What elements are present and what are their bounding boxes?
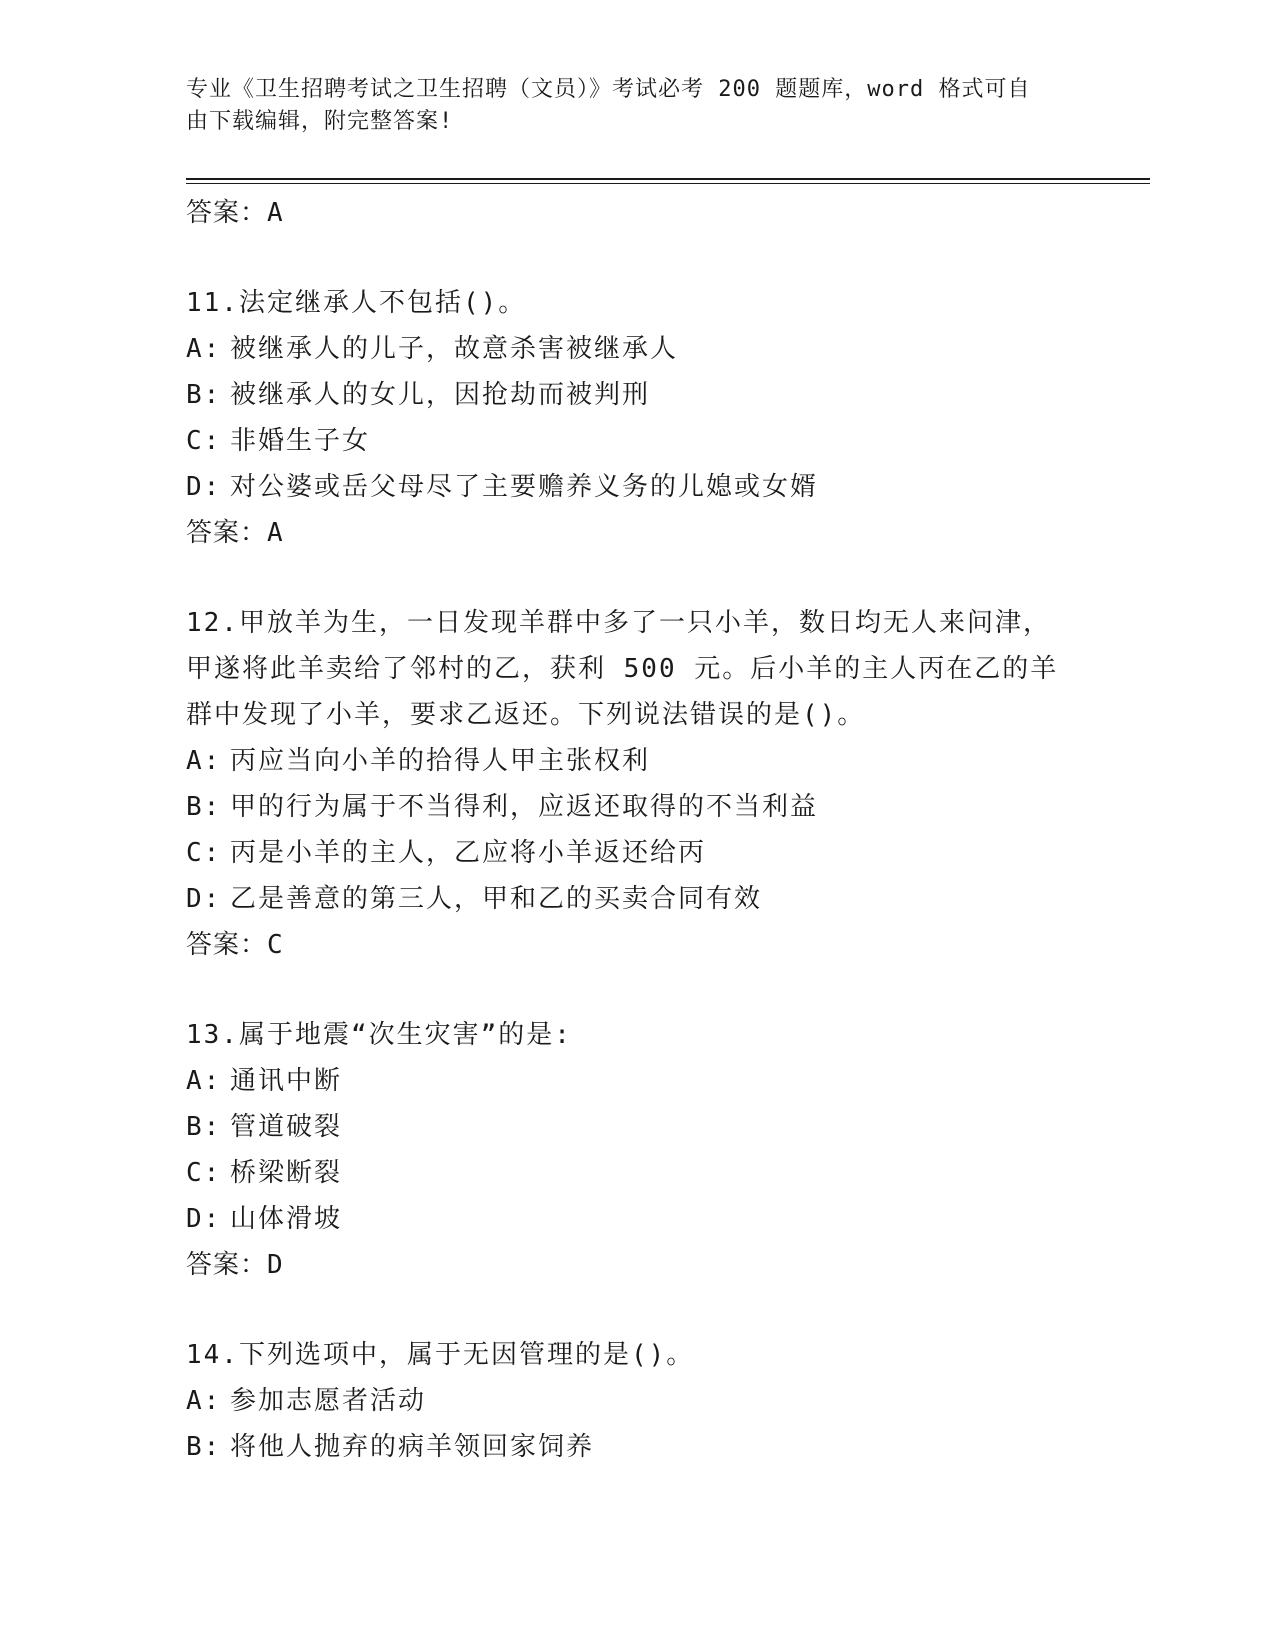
option-key: D:: [186, 1204, 222, 1234]
option-text: 山体滑坡: [230, 1204, 343, 1234]
option-c: [186, 418, 1086, 464]
option-d: [186, 464, 1086, 510]
question-stem: 14.下列选项中，属于无因管理的是()。: [186, 1340, 695, 1370]
option-text: 被继承人的儿子，故意杀害被继承人: [230, 334, 679, 364]
answer-value: D: [267, 1250, 284, 1280]
option-text: 被继承人的女儿，因抢劫而被判刑: [230, 380, 651, 410]
option-key: C:: [186, 426, 222, 456]
question-block: [186, 1332, 1086, 1470]
header-line-2: 由下载编辑，附完整答案!: [186, 109, 454, 134]
option-key: B:: [186, 1432, 222, 1462]
answer-value: C: [267, 930, 284, 960]
option-a: [186, 1058, 1086, 1104]
option-key: C:: [186, 838, 222, 868]
answer-label: 答案：: [186, 518, 268, 548]
option-text: 对公婆或岳父母尽了主要赡养义务的儿媳或女婿: [230, 472, 819, 502]
option-key: B:: [186, 380, 222, 410]
question-stem-line: 甲遂将此羊卖给了邻村的乙，获利 500 元。后小羊的主人丙在乙的羊: [186, 654, 1059, 684]
answer-line: [186, 510, 1086, 556]
option-text: 丙是小羊的主人，乙应将小羊返还给丙: [230, 838, 707, 868]
answer-label: 答案：: [186, 1250, 268, 1280]
option-text: 通讯中断: [230, 1066, 343, 1096]
option-a: [186, 326, 1086, 372]
question-stem-line: 12.甲放羊为生，一日发现羊群中多了一只小羊，数日均无人来问津，: [186, 608, 1051, 638]
option-text: 参加志愿者活动: [230, 1386, 427, 1416]
answer-line: [186, 1242, 1086, 1288]
header-divider-thin: [186, 183, 1150, 184]
question-block: [186, 1012, 1086, 1288]
document-header: [186, 74, 1066, 138]
answer-line: [186, 922, 1086, 968]
option-key: D:: [186, 884, 222, 914]
option-key: A:: [186, 1066, 222, 1096]
question-list: [186, 190, 1086, 1470]
option-key: A:: [186, 334, 222, 364]
option-key: C:: [186, 1158, 222, 1188]
option-d: [186, 1196, 1086, 1242]
answer-line: [186, 190, 1086, 236]
option-text: 甲的行为属于不当得利，应返还取得的不当利益: [230, 792, 819, 822]
option-b: [186, 1104, 1086, 1150]
question-stem: 11.法定继承人不包括()。: [186, 288, 527, 318]
option-text: 非婚生子女: [230, 426, 371, 456]
option-key: B:: [186, 792, 222, 822]
question-stem-line: 群中发现了小羊，要求乙返还。下列说法错误的是()。: [186, 700, 866, 730]
option-c: [186, 830, 1086, 876]
option-key: A:: [186, 1386, 222, 1416]
answer-label: 答案：: [186, 930, 268, 960]
option-text: 管道破裂: [230, 1112, 343, 1142]
header-line-1: 专业《卫生招聘考试之卫生招聘（文员）》考试必考 200 题题库，word 格式可自: [186, 77, 1031, 102]
option-b: [186, 784, 1086, 830]
option-key: D:: [186, 472, 222, 502]
option-b: [186, 372, 1086, 418]
option-text: 桥梁断裂: [230, 1158, 343, 1188]
answer-value: A: [267, 518, 284, 548]
option-key: B:: [186, 1112, 222, 1142]
header-divider: [186, 178, 1150, 180]
option-text: 将他人抛弃的病羊领回家饲养: [230, 1432, 595, 1462]
option-text: 丙应当向小羊的拾得人甲主张权利: [230, 746, 651, 776]
answer-label: 答案：: [186, 198, 268, 228]
option-text: 乙是善意的第三人，甲和乙的买卖合同有效: [230, 884, 763, 914]
option-c: [186, 1150, 1086, 1196]
question-stem: 13.属于地震“次生灾害”的是:: [186, 1020, 572, 1050]
option-b: [186, 1424, 1086, 1470]
answer-value: A: [267, 198, 284, 228]
question-block: [186, 280, 1086, 556]
option-a: [186, 738, 1086, 784]
option-d: [186, 876, 1086, 922]
option-key: A:: [186, 746, 222, 776]
option-a: [186, 1378, 1086, 1424]
question-block: [186, 600, 1086, 968]
